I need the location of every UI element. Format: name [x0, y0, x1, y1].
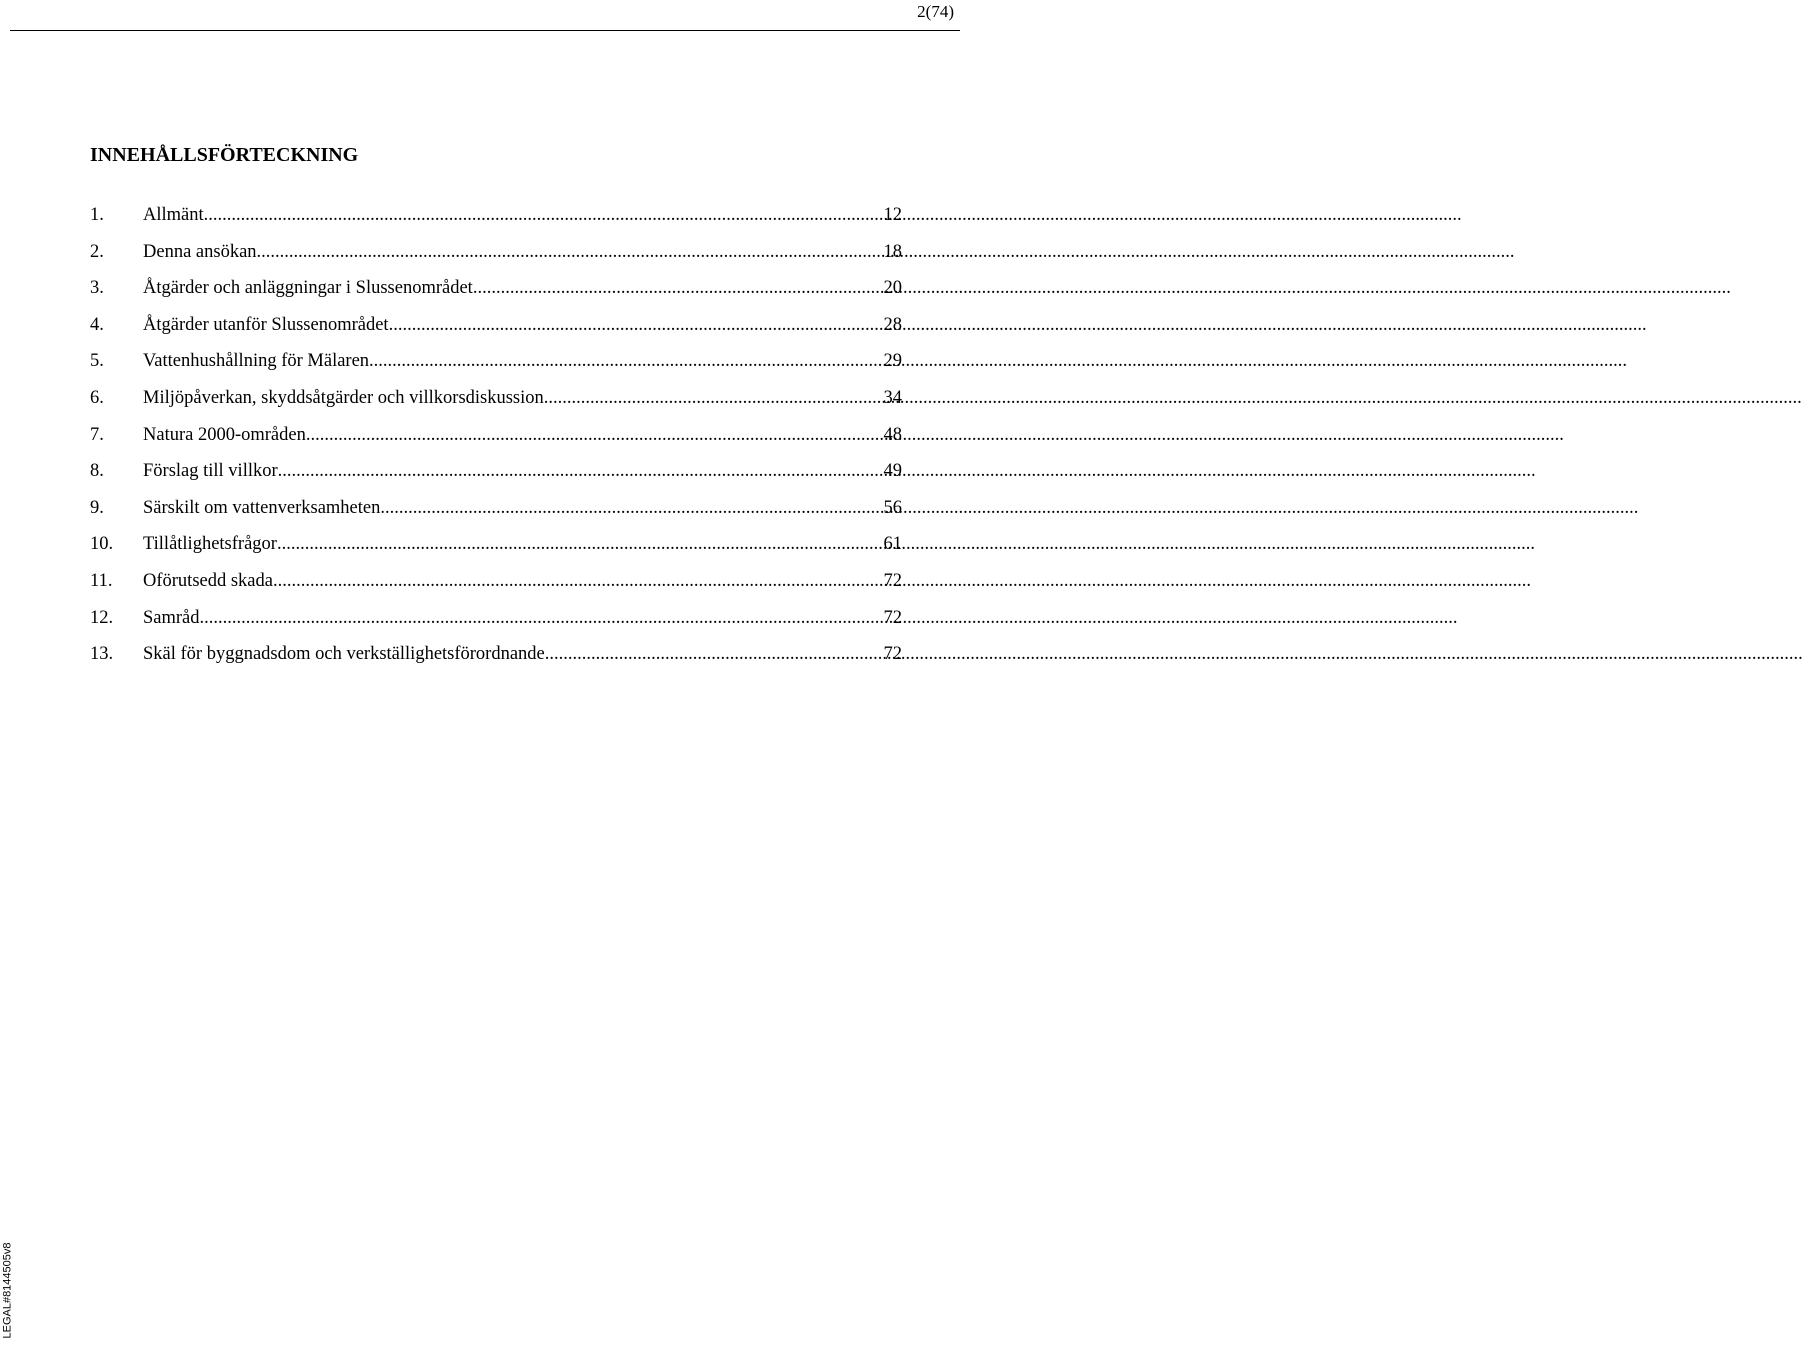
toc-entry-label: Samråd	[143, 607, 200, 628]
toc-entry-page: 18	[883, 241, 902, 262]
toc-entry-page: 72	[883, 607, 902, 628]
toc-entry-page: 29	[883, 351, 902, 372]
toc-entry[interactable]	[90, 493, 902, 530]
toc-entry[interactable]	[90, 566, 902, 603]
toc-title: INNEHÅLLSFÖRTECKNING	[90, 144, 359, 166]
toc-entry-leader	[200, 603, 884, 633]
toc-entry[interactable]	[90, 237, 902, 274]
toc-entry[interactable]	[90, 310, 902, 347]
toc-entry-label: Vattenhushållning för Mälaren	[143, 351, 370, 372]
toc-entry[interactable]	[90, 639, 902, 676]
toc-entry-page: 49	[883, 461, 902, 482]
toc-entry-leader	[544, 383, 884, 413]
toc-entry[interactable]	[90, 383, 902, 420]
toc-entry-label: Denna ansökan	[143, 241, 257, 262]
toc-entry-number: 8.	[90, 461, 104, 482]
toc-entry-number: 13.	[90, 644, 114, 665]
toc-entry-number: 11.	[90, 570, 113, 591]
toc-entry-number: 1.	[90, 205, 104, 225]
toc-entry-number: 12.	[90, 607, 114, 628]
toc-entry-number: 10.	[90, 534, 114, 555]
toc-entry-label: Allmänt	[143, 205, 204, 225]
toc-entry-page: 20	[883, 278, 902, 299]
toc-entry[interactable]	[90, 346, 902, 383]
toc-entry-label: Miljöpåverkan, skyddsåtgärder och villkorsdiskussion	[143, 387, 544, 408]
toc-entry-leader	[257, 237, 884, 267]
toc-entry-number: 7.	[90, 424, 104, 445]
toc-entry-label: Förslag till villkor	[143, 461, 278, 482]
header-divider	[10, 30, 960, 31]
toc-entry-leader	[369, 346, 883, 376]
toc-entry-label: Åtgärder och anläggningar i Slussenområdet	[143, 278, 473, 299]
toc-entry-number: 5.	[90, 351, 104, 372]
toc-entry-leader	[473, 273, 884, 303]
toc-entry-number: 3.	[90, 278, 104, 299]
toc-entry-leader	[389, 310, 884, 340]
toc-entry-page: 48	[883, 424, 902, 445]
toc-entry-leader	[204, 200, 884, 230]
toc-entry-leader	[273, 566, 884, 596]
toc-entry-page: 56	[883, 497, 902, 518]
document-reference-stamp: LEGAL#8144505v8	[1, 1242, 14, 1339]
toc-entry-leader	[277, 529, 884, 559]
toc-entry-label: Tillåtlighetsfrågor	[143, 534, 277, 555]
toc-entry[interactable]	[90, 529, 902, 566]
toc-entry-number: 9.	[90, 497, 104, 518]
toc-entry-page: 12	[883, 205, 902, 225]
toc-entry-label: Åtgärder utanför Slussenområdet	[143, 314, 389, 335]
toc-entry-leader	[545, 639, 884, 669]
toc-entry-page: 72	[883, 570, 902, 591]
page-number: 2(74)	[917, 2, 954, 21]
toc-entry-label: Särskilt om vattenverksamheten	[143, 497, 381, 518]
toc-entry-leader	[380, 493, 883, 523]
table-of-contents	[90, 200, 902, 676]
toc-entry-label: Oförutsedd skada	[143, 570, 273, 591]
toc-entry-page: 61	[883, 534, 902, 555]
toc-entry[interactable]	[90, 456, 902, 493]
toc-entry[interactable]	[90, 200, 902, 237]
toc-entry-label: Skäl för byggnadsdom och verkställighetsförordnande	[143, 644, 545, 665]
toc-entry-page: 28	[883, 314, 902, 335]
toc-entry-number: 2.	[90, 241, 104, 262]
toc-entry-page: 34	[883, 387, 902, 408]
toc-entry[interactable]	[90, 603, 902, 640]
toc-entry-number: 6.	[90, 387, 104, 408]
toc-entry-number: 4.	[90, 314, 104, 335]
toc-entry-label: Natura 2000-områden	[143, 424, 306, 445]
toc-entry-leader	[278, 456, 884, 486]
toc-entry-leader	[306, 420, 884, 450]
toc-entry[interactable]	[90, 420, 902, 457]
toc-entry[interactable]	[90, 273, 902, 310]
toc-entry-page: 72	[883, 644, 902, 665]
